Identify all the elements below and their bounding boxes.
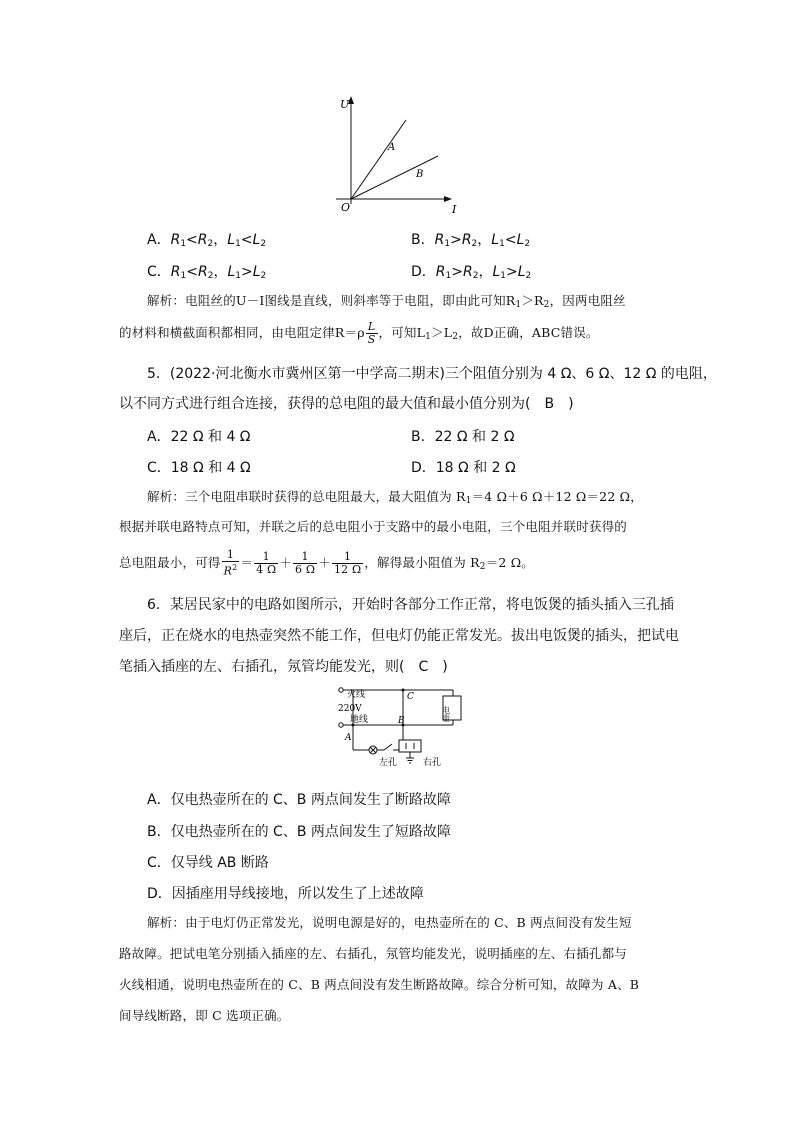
circuit-diagram (335, 684, 475, 770)
q4-solution-line2: 的材料和横截面积都相同，由电阻定律R＝ρ $\frac{L}{S}$ ，可知$L_1>L_2$，故D正确，ABC错误。 (119, 320, 599, 346)
q5-option-b[interactable]: B．22 Ω 和 2 Ω (411, 429, 515, 445)
socket-icon (399, 740, 421, 752)
q5-stem-line2: 以不同方式进行组合连接，获得的总电阻的最大值和最小值分别为( B ) (119, 396, 574, 412)
live-label: 火线 (347, 690, 366, 700)
line-b (351, 156, 438, 199)
q5-solution-line2: 根据并联电路特点可知，并联之后的总电阻小于支路中的最小电阻，三个电阻并联时获得的 (119, 519, 628, 534)
q5-solution-line1: 解析：三个电阻串联时获得的总电阻最大，最大阻值为 $R_1=4$ Ω＋6 Ω＋12 Ω＝22 Ω， (147, 489, 643, 506)
q4-solution-line1: 解析：电阻丝的U－I图线是直线，则斜率等于电阻，即由此可知$R_1>R_2$，因两电阻丝 (147, 293, 626, 310)
q5-solution-line3: 总电阻最小，可得 $\frac{1}{R^2}$ ＝ $\frac{1}{4 \Omega}$ ＋ $\frac{1}{6 \Omega}$ ＋ $\frac{1}{12 \Omega}$ ，解得最小阻值为 $R_2=2$ Ω。 (119, 548, 534, 578)
a-label: A (388, 142, 396, 153)
ui-graph (330, 92, 470, 217)
q6-solution-line4: 间导线断路，即 C 选项正确。 (119, 1008, 290, 1023)
q5-option-c[interactable]: C．18 Ω 和 4 Ω (147, 460, 251, 476)
ground-terminal (339, 723, 343, 727)
q5-option-d[interactable]: D．18 Ω 和 2 Ω (411, 460, 516, 476)
q6-option-d[interactable]: D．因插座用导线接地，所以发生了上述故障 (147, 886, 424, 902)
kettle-label: 电壶 (441, 706, 451, 722)
q5-option-a[interactable]: A．22 Ω 和 4 Ω (147, 429, 251, 445)
switch-icon (384, 744, 392, 750)
u-label: U (340, 98, 350, 111)
ground-label: 地线 (350, 715, 369, 725)
origin-label: O (341, 201, 351, 214)
voltage-label: 220V (338, 704, 362, 714)
point-b-label: B (398, 716, 405, 726)
i-label: I (452, 203, 457, 216)
q6-stem-line1: 6．某居民家中的电路如图所示，开始时各部分工作正常，将电饭煲的插头插入三孔插 (147, 597, 674, 613)
q4-option-a[interactable]: A．$R_1<R_2$，$L_1<L_2$ (147, 232, 267, 249)
q6-stem-line2: 座后，正在烧水的电热壶突然不能工作，但电灯仍能正常发光。拔出电饭煲的插头，把试电 (119, 628, 679, 644)
q4-option-b[interactable]: B．$R_1>R_2$，$L_1<L_2$ (411, 232, 531, 249)
q6-solution-line2: 路故障。把试电笔分别插入插座的左、右插孔，氖管均能发光，说明插座的左、右插孔都与 (119, 946, 628, 961)
q6-option-c[interactable]: C．仅导线 AB 断路 (147, 855, 269, 871)
right-hole-label: 右孔 (423, 758, 442, 768)
i-axis-arrow (444, 196, 452, 202)
point-c-label: C (407, 692, 414, 702)
q6-option-a[interactable]: A．仅电热壶所在的 C、B 两点间发生了断路故障 (147, 792, 451, 808)
q4-option-c[interactable]: C．$R_1<R_2$，$L_1>L_2$ (147, 264, 267, 281)
line-a (351, 120, 406, 199)
q6-option-b[interactable]: B．仅电热壶所在的 C、B 两点间发生了短路故障 (147, 824, 451, 840)
resistivity-fraction: $\frac{L}{S}$ (367, 320, 376, 346)
q4-option-d[interactable]: D．$R_1>R_2$，$L_1>L_2$ (411, 264, 532, 281)
left-hole-label: 左孔 (379, 758, 398, 768)
q6-stem-line3: 笔插入插座的左、右插孔，氖管均能发光，则( C ) (119, 659, 448, 675)
b-label: B (416, 169, 424, 180)
q5-stem-line1: 5．(2022·河北衡水市冀州区第一中学高二期末)三个阻值分别为 4 Ω、6 Ω、12 Ω 的电阻， (147, 366, 717, 382)
live-terminal (339, 688, 343, 692)
q6-solution-line3: 火线相通，说明电热壶所在的 C、B 两点间没有发生断路故障。综合分析可知，故障为 A、B (119, 977, 640, 992)
point-a-label: A (345, 733, 352, 743)
q6-solution-line1: 解析：由于电灯仍正常发光，说明电源是好的，电热壶所在的 C、B 两点间没有发生短 (147, 915, 632, 930)
